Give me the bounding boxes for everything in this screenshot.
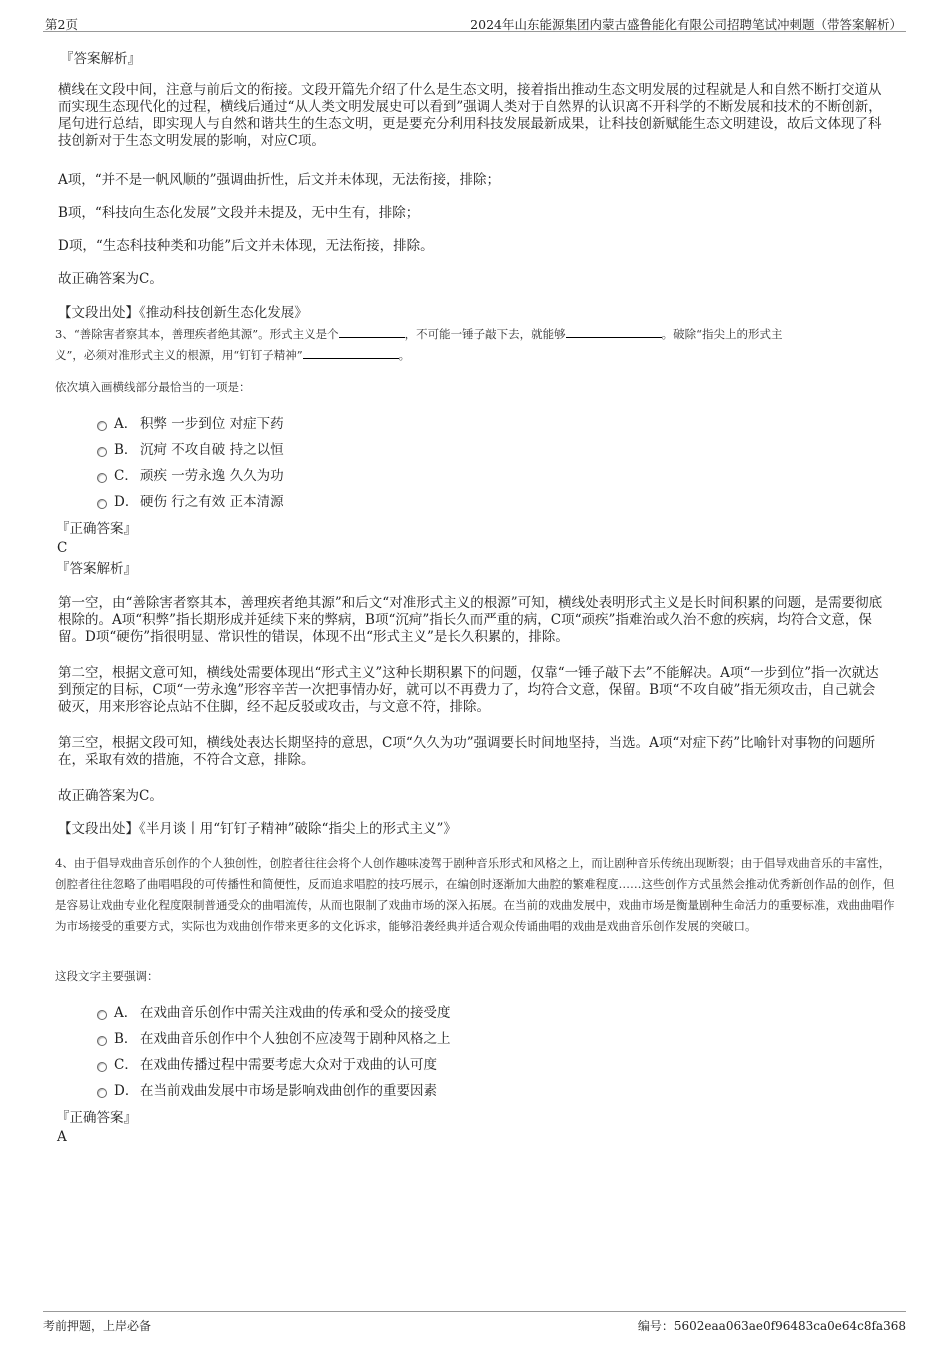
q4-prompt: 这段文字主要强调： <box>55 969 159 983</box>
blank-2 <box>566 327 662 338</box>
q2-analysis-paragraph: 横线在文段中间，注意与前后文的衔接。文段开篇先介绍了什么是生态文明，接着指出推动生态文明发展的过程就是人和自然不断打交道从而实现生态现代化的过程，横线后通过“从人类文明发展史可以看到”强调人类对于自然界的认识离不开科学的不断发展和技术的不断创新，尾句进行总结，即实现人与自然和谐共生的生态文明，更是要充分利用科技发展最新成果，让科技创新赋能生态文明建设，故后文体现了科技创新对于生态文明发展的影响，对应C项。 <box>58 82 882 149</box>
document-title: 2024年山东能源集团内蒙古盛鲁能化有限公司招聘笔试冲刺题（带答案解析） <box>470 17 902 32</box>
q3-analysis-paragraph-2: 第二空，根据文意可知，横线处需要体现出“形式主义”这种长期积累下的问题，仅靠“一锤子敲下去”不能解决。A项“一步到位”指一次就达到预定的目标，C项“一劳永逸”形容辛苦一次把事情办好，就可以不再费力了，均符合文意，保留。B项“不攻自破”指无须攻击，自己就会破灭，用来形容论点站不住脚，经不起反驳或攻击，与文意不符，排除。 <box>58 665 879 715</box>
radio-icon[interactable] <box>97 447 107 457</box>
footer-slogan: 考前押题，上岸必备 <box>43 1319 152 1333</box>
q4-option-c[interactable]: C． 在戏曲传播过程中需要考虑大众对于戏曲的认可度 <box>97 1056 437 1074</box>
q4-option-b[interactable]: B． 在戏曲音乐创作中个人独创不应凌驾于剧种风格之上 <box>97 1030 451 1048</box>
radio-icon[interactable] <box>97 1036 107 1046</box>
document-id: 编号：5602eaa063ae0f96483ca0e64c8fa368 <box>637 1319 906 1333</box>
q2-analysis-label: 『答案解析』 <box>60 51 141 67</box>
q3-option-a[interactable]: A． 积弊 一步到位 对症下药 <box>97 415 284 433</box>
q3-option-c[interactable]: C． 顽疾 一劳永逸 久久为功 <box>97 467 284 485</box>
q3-answer-label: 『正确答案』 <box>56 521 137 537</box>
page-footer <box>43 1311 906 1335</box>
q4-option-a[interactable]: A． 在戏曲音乐创作中需关注戏曲的传承和受众的接受度 <box>97 1004 451 1022</box>
radio-icon[interactable] <box>97 473 107 483</box>
q2-analysis-option-b: B项，“科技向生态化发展”文段并未提及，无中生有，排除； <box>58 205 420 221</box>
radio-icon[interactable] <box>97 1088 107 1098</box>
radio-icon[interactable] <box>97 499 107 509</box>
q4-option-d[interactable]: D． 在当前戏曲发展中市场是影响戏曲创作的重要因素 <box>97 1082 437 1100</box>
q3-option-d[interactable]: D． 硬伤 行之有效 正本清源 <box>97 493 284 511</box>
radio-icon[interactable] <box>97 1010 107 1020</box>
q2-analysis-option-a: A项，“并不是一帆风顺的”强调曲折性，后文并未体现，无法衔接，排除； <box>58 172 501 188</box>
blank-3 <box>303 348 399 359</box>
page-header <box>43 12 906 32</box>
q3-conclusion: 故正确答案为C。 <box>58 788 163 804</box>
q3-stem: 3、“善除害者察其本，善理疾者绝其源”。形式主义是个 ，不可能一锤子敲下去，就能够 。破除“指尖上的形式主 义”，必须对准形式主义的根源，用“钉钉子精神” 。 <box>55 327 783 362</box>
q3-source: 【文段出处】《半月谈丨用“钉钉子精神”破除“指尖上的形式主义”》 <box>58 821 457 837</box>
q2-analysis-option-d: D项，“生态科技种类和功能”后文并未体现，无法衔接，排除。 <box>58 238 434 254</box>
q2-conclusion: 故正确答案为C。 <box>58 271 163 287</box>
blank-1 <box>339 327 405 338</box>
q4-stem: 4、由于倡导戏曲音乐创作的个人独创性，创腔者往往会将个人创作趣味凌驾于剧种音乐形式和风格之上，而让剧种音乐传统出现断裂；由于倡导戏曲音乐的丰富性，创腔者往往忽略了曲唱唱段的可传播性和简便性，反而追求唱腔的技巧展示，在编创时逐渐加大曲腔的繁难程度……这些创作方式虽然会推动优秀新创作品的创作，但是容易让戏曲专业化程度限制普通受众的曲唱流传，从而也限制了戏曲市场的深入拓展。在当前的戏曲发展中，戏曲市场是衡量剧种生命活力的重要标准，戏曲曲唱作为市场接受的重要方式，实际也为戏曲创作带来更多的文化诉求，能够沿袭经典并适合观众传诵曲唱的戏曲是戏曲音乐创作发展的突破口。 <box>55 856 895 933</box>
q3-analysis-label: 『答案解析』 <box>56 561 137 577</box>
q4-answer-label: 『正确答案』 <box>56 1110 137 1126</box>
q2-source: 【文段出处】《推动科技创新生态化发展》 <box>58 305 308 321</box>
q4-answer: A <box>57 1129 67 1145</box>
radio-icon[interactable] <box>97 1062 107 1072</box>
radio-icon[interactable] <box>97 421 107 431</box>
q3-answer: C <box>57 540 68 556</box>
q3-analysis-paragraph-3: 第三空，根据文段可知，横线处表达长期坚持的意思，C项“久久为功”强调要长时间地坚持，当选。A项“对症下药”比喻针对事物的问题所在，采取有效的措施，不符合文意，排除。 <box>58 735 876 768</box>
q3-prompt: 依次填入画横线部分最恰当的一项是： <box>55 380 251 394</box>
page-number: 第2页 <box>45 17 78 32</box>
q3-analysis-paragraph-1: 第一空，由“善除害者察其本，善理疾者绝其源”和后文“对准形式主义的根源”可知，横线处表明形式主义是长时间积累的问题，是需要彻底根除的。A项“积弊”指长期形成并延续下来的弊病，B项“沉疴”指长久而严重的病，C项“顽疾”指难治或久治不愈的疾病，均符合文意，保留。D项“硬伤”指很明显、常识性的错误，体现不出“形式主义”是长久积累的，排除。 <box>58 595 883 645</box>
q3-option-b[interactable]: B． 沉疴 不攻自破 持之以恒 <box>97 441 284 459</box>
